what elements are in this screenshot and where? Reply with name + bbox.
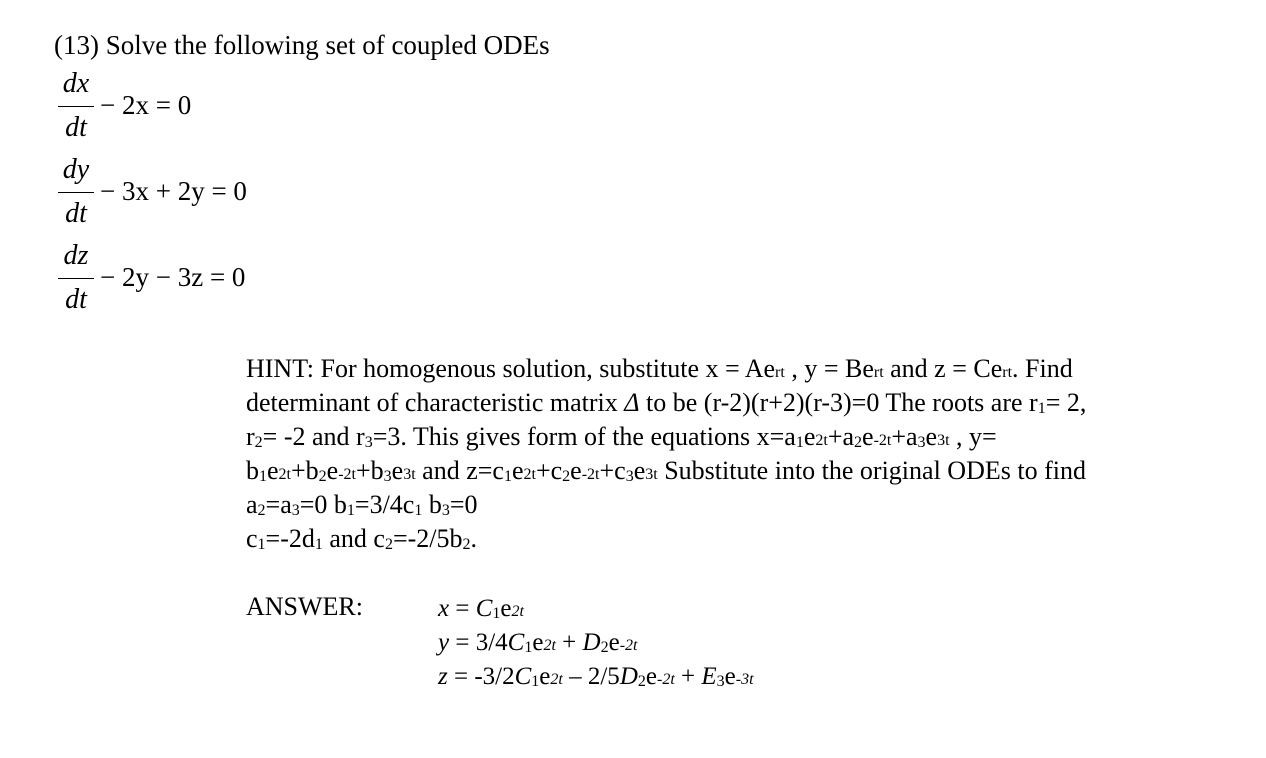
answer-equations: [438, 592, 754, 694]
equation-dx: [56, 70, 416, 146]
hint-line-3: r2= -2 and r3=3. This gives form of the equations x=a1e2t+a2e-2t+a3e3t , y=: [246, 422, 997, 451]
denominator: dt: [65, 112, 87, 143]
numerator: dz: [63, 240, 89, 271]
equation-dz: [56, 242, 416, 318]
equation-rest: − 3x + 2y = 0: [100, 176, 247, 206]
denominator: dt: [65, 284, 87, 315]
hint-line-1: HINT: For homogenous solution, substitute x = Aert , y = Bert and z = Cert. Find: [246, 354, 1073, 383]
hint-paragraph: [246, 352, 1236, 556]
denominator: dt: [65, 198, 87, 229]
equation-rest: − 2x = 0: [100, 90, 192, 120]
fraction-bar: [58, 278, 94, 279]
equation-rest: − 2y − 3z = 0: [100, 262, 246, 292]
problem-title: (13) Solve the following set of coupled ODEs: [54, 30, 550, 60]
derivative-fraction: [56, 242, 96, 318]
hint-line-4: b1e2t+b2e-2t+b3e3t and z=c1e2t+c2e-2t+c3e3t Substitute into the original ODEs to find: [246, 456, 1086, 485]
hint-line-2: determinant of characteristic matrix Δ to be (r-2)(r+2)(r-3)=0 The roots are r1= 2,: [246, 388, 1087, 417]
numerator: dy: [62, 154, 90, 185]
answer-label: ANSWER:: [246, 592, 363, 621]
derivative-fraction: [56, 156, 96, 232]
answer-y: y = 3/4C1e2t + D2e-2t: [438, 629, 638, 656]
fraction-bar: [58, 192, 94, 193]
answer-z: z = -3/2C1e2t – 2/5D2e-2t + E3e-3t: [438, 663, 754, 690]
hint-line-6: c1=-2d1 and c2=-2/5b2.: [246, 524, 478, 553]
numerator: dx: [62, 68, 90, 99]
fraction-bar: [58, 106, 94, 107]
answer-x: x = C1e2t: [438, 595, 524, 622]
equation-dy: [56, 156, 416, 232]
derivative-fraction: [56, 70, 96, 146]
hint-line-5: a2=a3=0 b1=3/4c1 b3=0: [246, 490, 478, 519]
